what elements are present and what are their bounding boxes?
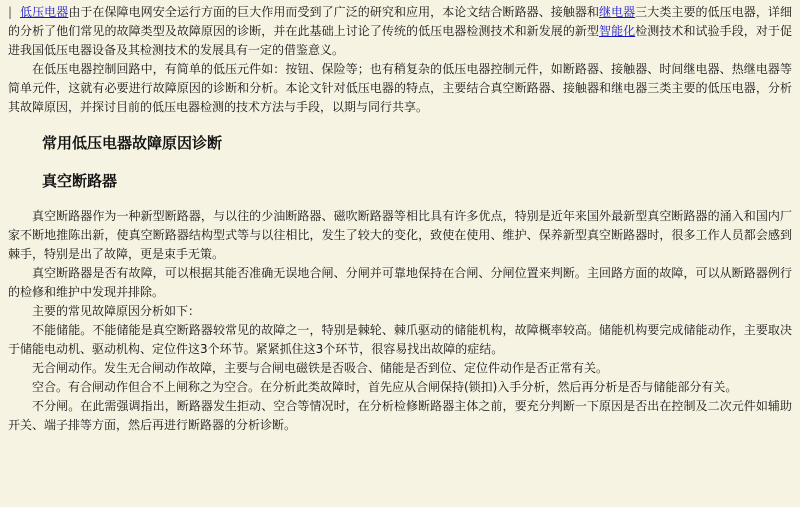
link-low-voltage-apparatus[interactable]: 低压电器 bbox=[20, 5, 69, 19]
intro-text-2: 三大类主要的低压电器，详细的分析了他们常见的故障类型及故障原因的诊断，并在此基础上讨论了传统的低压电器检测技术和新发展的新型 bbox=[8, 5, 792, 38]
body-paragraph-2: 真空断路器是否有故障，可以根据其能否准确无误地合闸、分闸并可靠地保持在合闸、分闸位置来判断。主回路方面的故障，可以从断路器例行的检修和维护中发现并排除。 bbox=[8, 266, 792, 299]
intro-text-3: 检测技术和试验手段，对于促进我国低压电器设备及其检测技术的发展具有一定的借鉴意义。 bbox=[8, 24, 792, 57]
intro-text-1: 由于在保障电网安全运行方面的巨大作用而受到了广泛的研究和应用，本论文结合断路器、接触器和 bbox=[68, 5, 600, 19]
intro-paragraph bbox=[8, 0, 792, 60]
body-paragraph-7: 不分闸。在此需强调指出，断路器发生拒动、空合等情况时，在分析检修断路器主体之前，要充分判断一下原因是否出在控制及二次元件如辅助开关、端子排等方面，然后再进行断路器的分析诊断。 bbox=[8, 399, 792, 432]
link-relay[interactable]: 继电器 bbox=[599, 5, 636, 19]
body-paragraph-4: 不能储能。不能储能是真空断路器较常见的故障之一，特别是棘轮、棘爪驱动的储能机构，故障概率较高。储能机构要完成储能动作，主要取决于储能电动机、驱动机构、定位件这3个环节。紧紧抓住这3个环节，很容易找出故障的症结。 bbox=[8, 323, 792, 356]
body-paragraph-5: 无合闸动作。发生无合闸动作故障，主要与合闸电磁铁是否吸合、储能是否到位、定位件动作是否正常有关。 bbox=[32, 361, 609, 375]
section-heading: 常用低压电器故障原因诊断 bbox=[42, 134, 223, 152]
body-paragraph-3: 主要的常见故障原因分析如下： bbox=[32, 304, 201, 318]
subsection-heading: 真空断路器 bbox=[42, 172, 118, 190]
body-paragraph-6: 空合。有合闸动作但合不上闸称之为空合。在分析此类故障时，首先应从合闸保持(锁扣)入手分析，然后再分析是否与储能部分有关。 bbox=[32, 380, 738, 394]
body-paragraph-1: 真空断路器作为一种新型断路器，与以往的少油断路器、磁吹断路器等相比具有许多优点，特别是近年来国外最新型真空断路器的涌入和国内厂家不断地推陈出新，使真空断路器结构型式等与以往相比，发生了较大的变化，致使在使用、维护、保养新型真空断路器时，很多工作人员都会感到棘手，特别是出了故障，更是束手无策。 bbox=[8, 209, 792, 261]
paragraph-2: 在低压电器控制回路中，有简单的低压元件如：按钮、保险等；也有稍复杂的低压电器控制元件，如断路器、接触器、时间继电器、热继电器等简单元件，这就有必要进行故障原因的诊断和分析。本论文针对低压电器的特点，主要结合真空断路器、接触器和继电器三类主要的低压电器，分析其故障原因，并探讨目前的低压电器检测的技术方法与手段，以期与同行共享。 bbox=[8, 62, 792, 114]
paragraph-marker: | bbox=[8, 5, 13, 19]
link-intelligent[interactable]: 智能化 bbox=[599, 24, 636, 38]
